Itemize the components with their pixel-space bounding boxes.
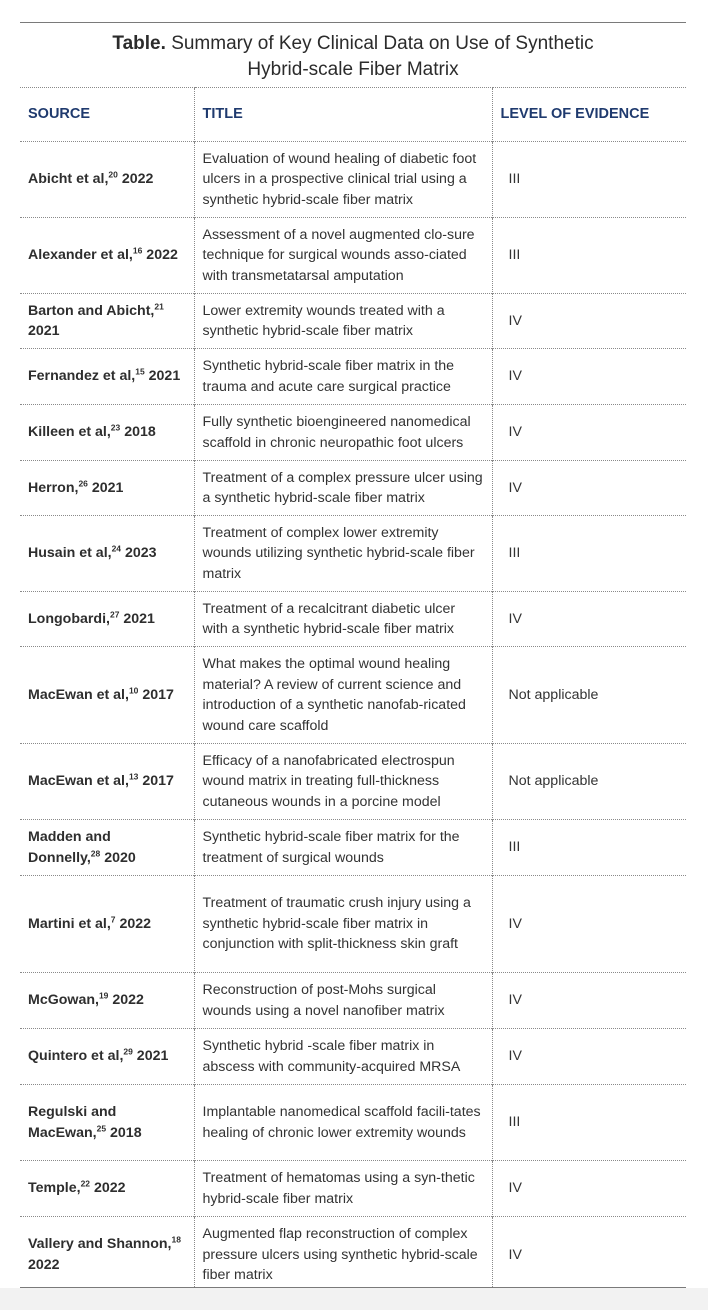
source-reference: 20 (108, 169, 118, 180)
table-row (20, 876, 686, 973)
source-year: 2021 (132, 1048, 169, 1065)
source-cell (20, 1085, 194, 1161)
title-cell: What makes the optimal wound healing material? A review of current science and introduction of a synthetic nanofab-ricated wound care scaffold (194, 647, 492, 744)
source-author: Herron, (28, 479, 79, 496)
title-cell: Assessment of a novel augmented clo-sure technique for surgical wounds asso-ciated with transmetatarsal amputation (194, 218, 492, 294)
title-cell: Synthetic hybrid -scale fiber matrix in abscess with community-acquired MRSA (194, 1029, 492, 1085)
title-cell: Evaluation of wound healing of diabetic foot ulcers in a prospective clinical trial using a synthetic hybrid-scale fiber matrix (194, 142, 492, 218)
title-cell: Synthetic hybrid-scale fiber matrix for the treatment of surgical wounds (194, 820, 492, 876)
source-author: Abicht et al, (28, 171, 109, 188)
evidence-table (20, 87, 686, 1293)
evidence-level-cell: Not applicable (492, 647, 686, 744)
table-caption (20, 31, 686, 83)
source-year: 2020 (100, 849, 136, 866)
table-row (20, 294, 686, 349)
caption-text: Summary of Key Clinical Data on Use of Synthetic Hybrid-scale Fiber Matrix (171, 33, 594, 80)
table-row (20, 1161, 686, 1217)
page-bottom-band (0, 1288, 708, 1310)
source-author: Madden and Donnelly, (28, 829, 111, 866)
table-container (20, 22, 686, 1288)
source-cell (20, 349, 194, 405)
source-reference: 13 (128, 771, 139, 782)
evidence-level-cell: IV (492, 592, 686, 647)
source-reference: 15 (135, 366, 145, 377)
evidence-level-cell: IV (492, 349, 686, 405)
table-row (20, 592, 686, 647)
evidence-level-cell: IV (492, 1161, 686, 1217)
source-reference: 28 (90, 847, 101, 858)
title-cell: Efficacy of a nanofabricated electrospun wound matrix in treating full-thickness cutaneous wounds in a porcine model (194, 744, 492, 820)
source-author: MacEwan et al, (28, 686, 129, 703)
table-row (20, 405, 686, 461)
evidence-level-cell: IV (492, 294, 686, 349)
title-cell: Fully synthetic bioengineered nanomedical scaffold in chronic neuropathic foot ulcers (194, 405, 492, 461)
evidence-level-cell: III (492, 218, 686, 294)
source-cell (20, 142, 194, 218)
table-row (20, 349, 686, 405)
source-reference: 16 (132, 245, 143, 256)
evidence-level-cell: IV (492, 1029, 686, 1085)
header-row (20, 88, 686, 142)
source-year: 2018 (120, 424, 156, 441)
table-row (20, 1217, 686, 1293)
source-cell (20, 1161, 194, 1217)
source-year: 2017 (138, 686, 174, 703)
title-cell: Synthetic hybrid-scale fiber matrix in the trauma and acute care surgical practice (194, 349, 492, 405)
title-cell: Lower extremity wounds treated with a synthetic hybrid-scale fiber matrix (194, 294, 492, 349)
source-author: Husain et al, (28, 545, 112, 562)
title-cell: Augmented flap reconstruction of complex pressure ulcers using synthetic hybrid-scale fiber matrix (194, 1217, 492, 1293)
table-row (20, 461, 686, 516)
source-author: Fernandez et al, (28, 368, 136, 385)
evidence-level-cell: III (492, 516, 686, 592)
table-row (20, 744, 686, 820)
evidence-level-cell: IV (492, 1217, 686, 1293)
evidence-level-cell: IV (492, 461, 686, 516)
source-reference: 21 (154, 300, 164, 311)
header-title: TITLE (194, 88, 492, 142)
table-row (20, 820, 686, 876)
source-year: 2021 (28, 323, 60, 339)
source-reference: 10 (128, 685, 139, 696)
source-cell (20, 218, 194, 294)
source-reference: 23 (110, 422, 121, 433)
source-reference: 25 (96, 1122, 107, 1133)
source-cell (20, 592, 194, 647)
source-year: 2022 (117, 171, 154, 188)
evidence-level-cell: Not applicable (492, 744, 686, 820)
source-cell (20, 516, 194, 592)
source-year: 2017 (138, 773, 174, 790)
source-year: 2022 (108, 992, 144, 1009)
table-row (20, 647, 686, 744)
source-year: 2023 (121, 545, 157, 562)
source-year: 2021 (144, 368, 181, 385)
source-year: 2021 (119, 610, 155, 627)
source-year: 2018 (106, 1124, 142, 1141)
source-cell (20, 1029, 194, 1085)
evidence-level-cell: III (492, 1085, 686, 1161)
source-year: 2021 (87, 479, 124, 496)
source-cell (20, 405, 194, 461)
source-cell (20, 744, 194, 820)
title-cell: Treatment of hematomas using a syn-thetic hybrid-scale fiber matrix (194, 1161, 492, 1217)
source-year: 2022 (115, 915, 152, 932)
table-row (20, 516, 686, 592)
source-year: 2022 (28, 1256, 60, 1273)
source-cell (20, 820, 194, 876)
evidence-level-cell: IV (492, 876, 686, 973)
evidence-level-cell: III (492, 820, 686, 876)
source-cell (20, 1217, 194, 1293)
source-author: Temple, (28, 1180, 81, 1197)
source-author: McGowan, (28, 992, 99, 1009)
source-year: 2022 (90, 1180, 126, 1197)
source-reference: 7 (110, 914, 116, 925)
table-body (20, 142, 686, 1293)
source-author: Alexander et al, (28, 247, 133, 264)
source-cell (20, 876, 194, 973)
title-cell: Reconstruction of post-Mohs surgical wounds using a novel nanofiber matrix (194, 973, 492, 1029)
source-year: 2022 (142, 247, 178, 264)
source-cell (20, 973, 194, 1029)
source-author: MacEwan et al, (28, 773, 129, 790)
evidence-level-cell: IV (492, 973, 686, 1029)
source-reference: 26 (78, 478, 88, 489)
source-author: Killeen et al, (28, 424, 111, 441)
title-cell: Treatment of a recalcitrant diabetic ulcer with a synthetic hybrid-scale fiber matrix (194, 592, 492, 647)
source-cell (20, 461, 194, 516)
evidence-level-cell: IV (492, 405, 686, 461)
caption-label: Table. (112, 33, 166, 54)
title-cell: Treatment of traumatic crush injury using a synthetic hybrid-scale fiber matrix in conjunction with split-thickness skin graft (194, 876, 492, 973)
source-cell (20, 294, 194, 349)
table-row (20, 218, 686, 294)
source-reference: 27 (109, 609, 120, 620)
source-author: Vallery and Shannon, (28, 1236, 172, 1253)
table-row (20, 142, 686, 218)
source-reference: 22 (80, 1178, 91, 1189)
title-cell: Treatment of complex lower extremity wounds utilizing synthetic hybrid-scale fiber matrix (194, 516, 492, 592)
source-reference: 18 (171, 1234, 181, 1245)
table-row (20, 1029, 686, 1085)
source-reference: 29 (123, 1046, 133, 1057)
source-author: Regulski and MacEwan, (28, 1104, 117, 1141)
source-author: Longobardi, (28, 610, 110, 627)
title-cell: Implantable nanomedical scaffold facili-tates healing of chronic lower extremity wounds (194, 1085, 492, 1161)
source-cell (20, 647, 194, 744)
table-row (20, 973, 686, 1029)
evidence-level-cell: III (492, 142, 686, 218)
title-cell: Treatment of a complex pressure ulcer using a synthetic hybrid-scale fiber matrix (194, 461, 492, 516)
table-row (20, 1085, 686, 1161)
source-author: Quintero et al, (28, 1048, 124, 1065)
source-author: Barton and Abicht, (28, 302, 155, 319)
header-source: SOURCE (20, 88, 194, 142)
source-reference: 19 (98, 990, 109, 1001)
source-author: Martini et al, (28, 915, 111, 932)
header-level: LEVEL OF EVIDENCE (492, 88, 686, 142)
source-reference: 24 (111, 543, 122, 554)
